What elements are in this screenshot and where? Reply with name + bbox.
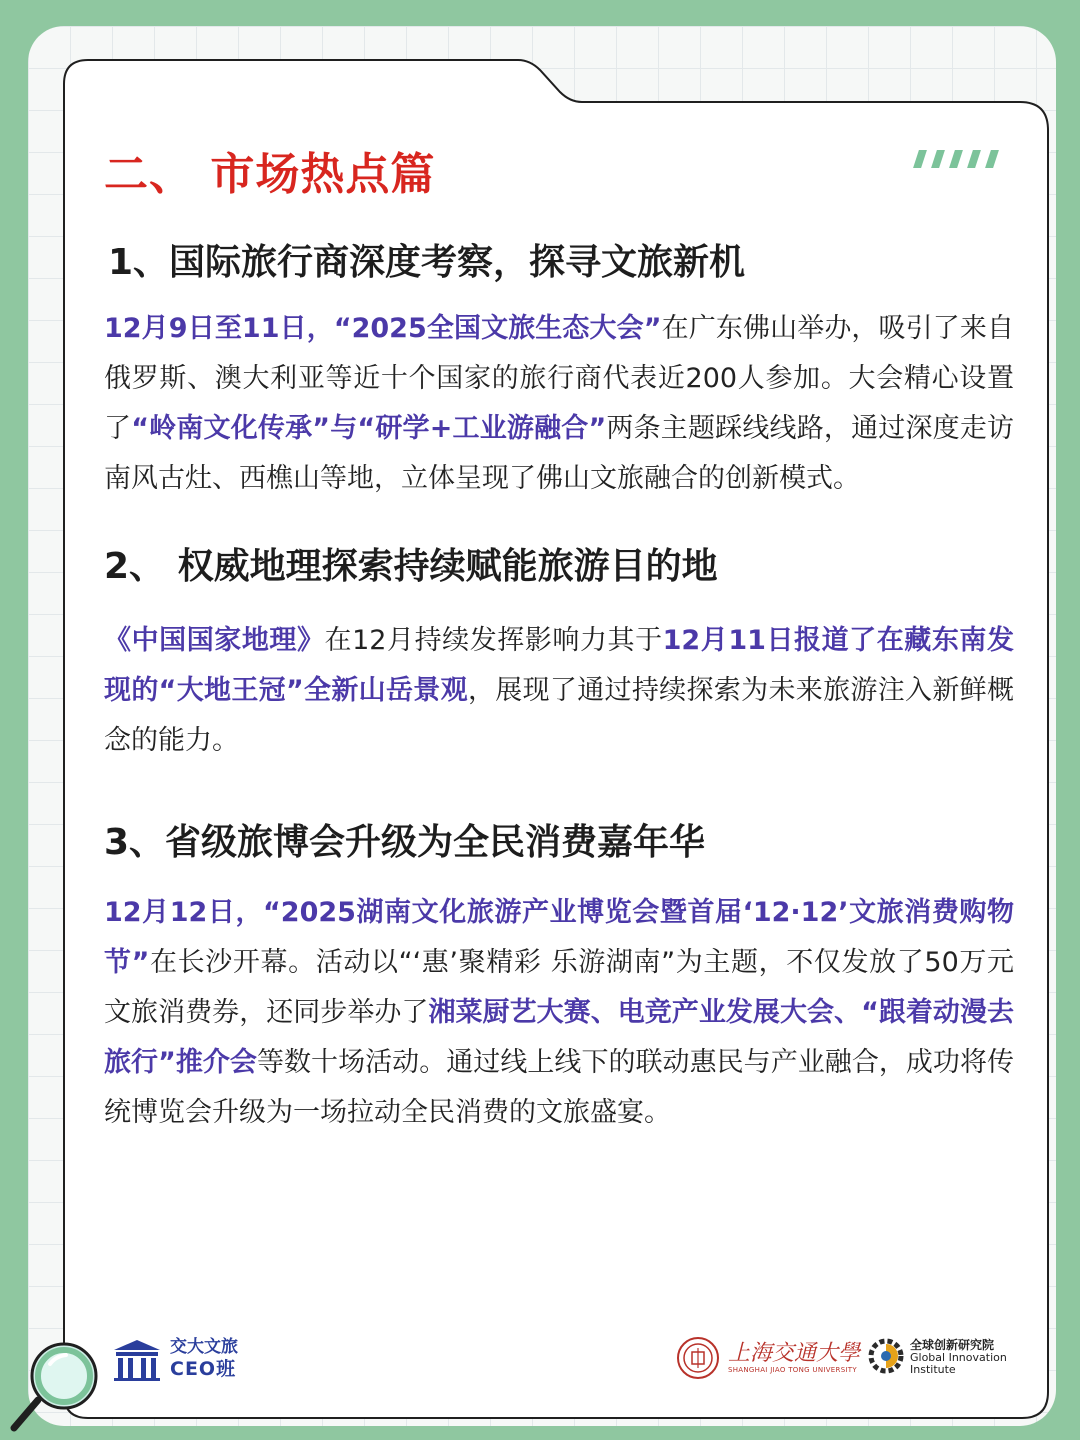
- gii-logo: [868, 1334, 1018, 1384]
- main-content: [104, 140, 1014, 1138]
- highlight-text: 12月12日，“2025湖南文化旅游产业博览会暨首届‘12·12’文旅消费购物节”: [104, 897, 1014, 978]
- gii-chinese-name: 全球创新研究院: [910, 1338, 995, 1352]
- highlight-text: 12月11日报道了在藏东南发现的“大地王冠”全新山岳景观: [104, 625, 1014, 706]
- magnifier-icon: [4, 1336, 104, 1436]
- section-title: 二、 市场热点篇: [104, 149, 436, 200]
- brand-text: [170, 1336, 238, 1380]
- section-1: [104, 238, 1014, 504]
- gii-english-line2: Institute: [910, 1363, 956, 1376]
- gear-icon: [868, 1338, 904, 1374]
- section-heading: 2、 权威地理探索持续赋能旅游目的地: [104, 546, 718, 587]
- section-3: [104, 818, 1014, 1138]
- sjtu-name: 上海交通大學: [728, 1341, 861, 1366]
- section-paragraph: [104, 888, 1014, 1138]
- body-text: 等数十场活动。通过线上线下的联动惠民与产业融合，成功将传统博览会升级为一场拉动全民消费的文旅盛宴。: [104, 1047, 1015, 1128]
- highlight-text: 湘菜厨艺大赛、电竞产业发展大会、“跟着动漫去旅行”推介会: [104, 997, 1015, 1078]
- section-heading: 1、国际旅行商深度考察，探寻文旅新机: [108, 242, 746, 283]
- body-text: 在12月持续发挥影响力其于: [324, 625, 663, 656]
- section-paragraph: [104, 616, 1014, 766]
- sjtu-logo: [676, 1334, 861, 1384]
- gii-english-line1: Global Innovation: [910, 1351, 1007, 1364]
- highlight-text: 《中国国家地理》: [104, 625, 325, 656]
- brand-line1: 交大文旅: [170, 1337, 238, 1357]
- brand-line2: CEO班: [170, 1358, 237, 1380]
- body-text: 两条主题踩线线路，通过深度走访南风古灶、西樵山等地，立体呈现了佛山文旅融合的创新模式。: [104, 413, 1015, 494]
- gate-icon: [112, 1338, 162, 1382]
- sjtu-english-name: SHANGHAI JIAO TONG UNIVERSITY: [728, 1366, 857, 1374]
- body-text: 在长沙开幕。活动以“‘惠’聚精彩 乐游湖南”为主题，不仅发放了50万元文旅消费券，还同步举办了: [104, 947, 1014, 1028]
- seal-icon: [676, 1336, 720, 1380]
- body-text: 在广东佛山举办，吸引了来自俄罗斯、澳大利亚等近十个国家的旅行商代表近200人参加。大会精心设置了: [104, 313, 1014, 444]
- gii-english-name: [910, 1352, 1007, 1376]
- highlight-text: 12月9日至11日，“2025全国文旅生态大会”: [104, 313, 662, 344]
- body-text: ，展现了通过持续探索为未来旅游注入新鲜概念的能力。: [104, 675, 1014, 756]
- section-paragraph: [104, 304, 1014, 504]
- section-heading: 3、省级旅博会升级为全民消费嘉年华: [104, 822, 706, 863]
- section-2: [104, 542, 1014, 766]
- brand-logo: [112, 1336, 262, 1386]
- highlight-text: “岭南文化传承”与“研学+工业游融合”: [131, 413, 607, 444]
